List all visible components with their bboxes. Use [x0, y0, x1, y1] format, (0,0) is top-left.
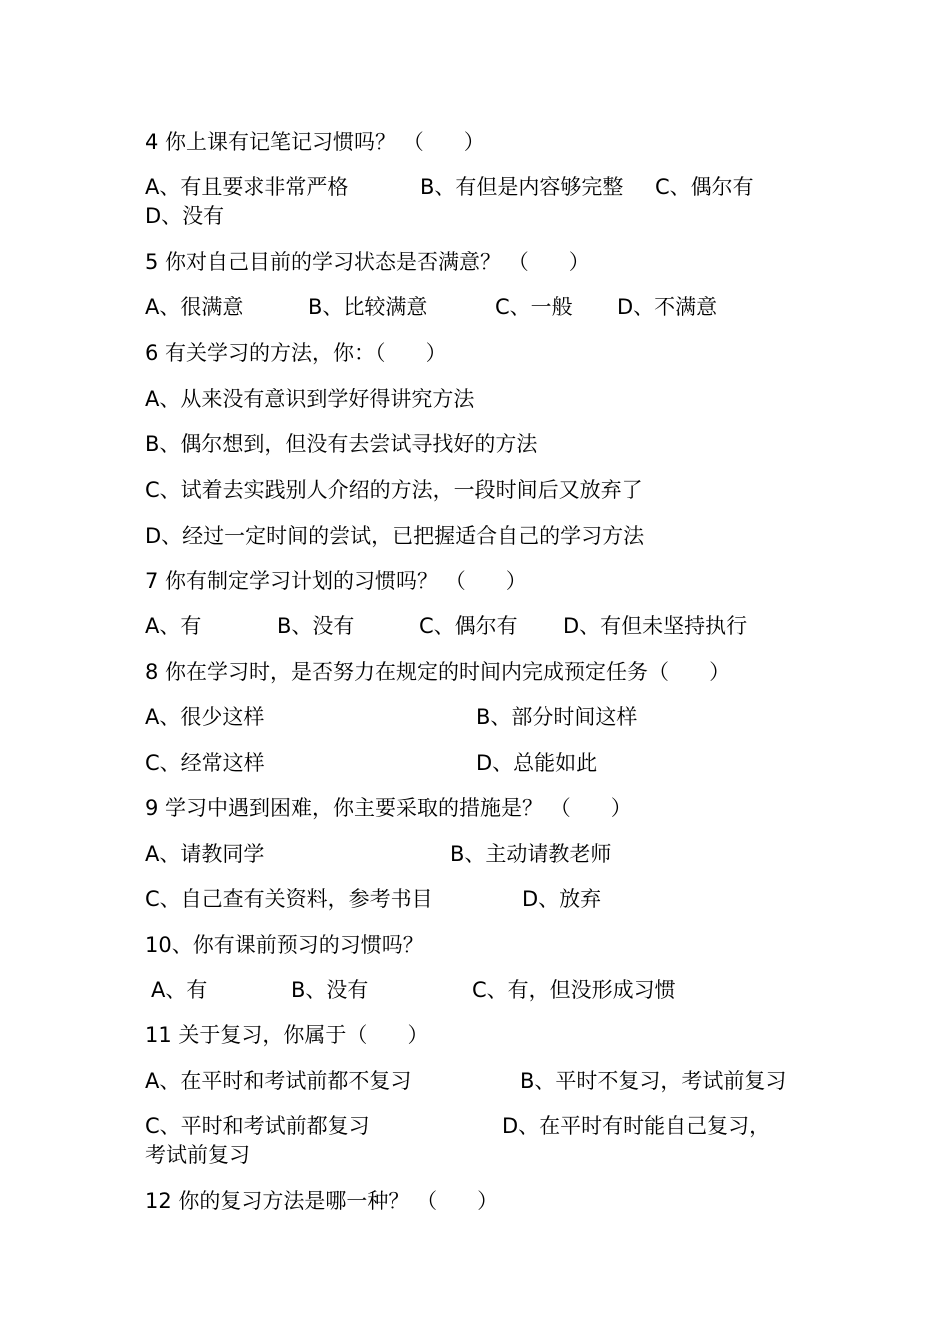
q9-option-d: D、放弃	[522, 887, 602, 911]
q7-option-a: A、有	[145, 614, 202, 638]
q10-option-b: B、没有	[291, 978, 369, 1002]
q4-option-c: C、偶尔有	[655, 175, 754, 199]
q7-option-b: B、没有	[277, 614, 355, 638]
q6-option-c: C、试着去实践别人介绍的方法，一段时间后又放弃了	[145, 478, 643, 502]
q10-option-a: A、有	[151, 978, 208, 1002]
q9-option-b: B、主动请教老师	[450, 842, 612, 866]
q5-option-a: A、很满意	[145, 295, 244, 319]
question-5: 5 你对自己目前的学习状态是否满意？ （ ）	[145, 250, 590, 274]
q8-option-a: A、很少这样	[145, 705, 265, 729]
question-11: 11 关于复习，你属于（ ）	[145, 1023, 429, 1047]
q9-option-c: C、自己查有关资料，参考书目	[145, 887, 433, 911]
q4-option-a: A、有且要求非常严格	[145, 175, 349, 199]
q7-option-d: D、有但未坚持执行	[563, 614, 748, 638]
question-4: 4 你上课有记笔记习惯吗？ （ ）	[145, 130, 485, 154]
q11-option-b: B、平时不复习，考试前复习	[520, 1069, 787, 1093]
q8-option-d: D、总能如此	[476, 751, 598, 775]
q4-option-b: B、有但是内容够完整	[420, 175, 624, 199]
q11-option-d: D、在平时有时能自己复习，	[502, 1114, 771, 1138]
q8-option-b: B、部分时间这样	[476, 705, 638, 729]
q10-option-c: C、有，但没形成习惯	[472, 978, 676, 1002]
q6-option-a: A、从来没有意识到学好得讲究方法	[145, 387, 475, 411]
q7-option-c: C、偶尔有	[419, 614, 518, 638]
q11-option-a: A、在平时和考试前都不复习	[145, 1069, 412, 1093]
q5-option-c: C、一般	[495, 295, 573, 319]
q6-option-b: B、偶尔想到，但没有去尝试寻找好的方法	[145, 432, 538, 456]
question-12: 12 你的复习方法是哪一种？ （ ）	[145, 1189, 499, 1213]
question-7: 7 你有制定学习计划的习惯吗？ （ ）	[145, 569, 527, 593]
q4-option-d: D、没有	[145, 204, 225, 228]
question-9: 9 学习中遇到困难，你主要采取的措施是？ （ ）	[145, 796, 632, 820]
question-6: 6 有关学习的方法，你：（ ）	[145, 341, 447, 365]
q8-option-c: C、经常这样	[145, 751, 265, 775]
q11-option-d-continued: 考试前复习	[145, 1143, 250, 1167]
question-8: 8 你在学习时，是否努力在规定的时间内完成预定任务（ ）	[145, 660, 731, 684]
q11-option-c: C、平时和考试前都复习	[145, 1114, 370, 1138]
q6-option-d: D、经过一定时间的尝试，已把握适合自己的学习方法	[145, 524, 645, 548]
q9-option-a: A、请教同学	[145, 842, 265, 866]
q5-option-d: D、不满意	[617, 295, 718, 319]
q5-option-b: B、比较满意	[308, 295, 428, 319]
question-10: 10、你有课前预习的习惯吗？	[145, 933, 424, 957]
